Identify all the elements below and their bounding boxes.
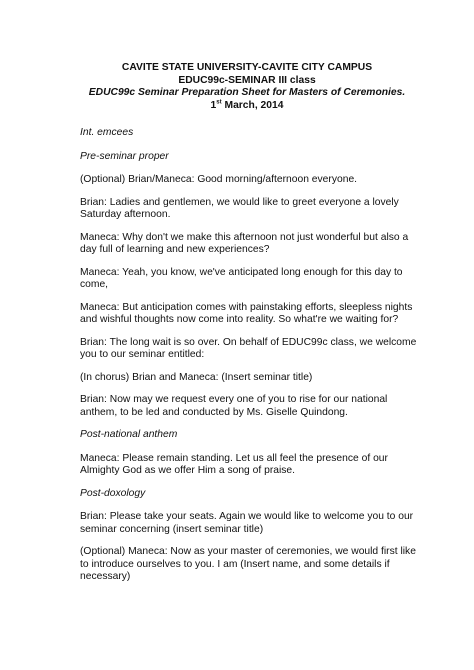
line-maneca-yeah: Maneca: Yeah, you know, we've anticipated long enough for this day to come,	[80, 266, 403, 290]
line-brian-wait: Brian: The long wait is so over. On behalf of EDUC99c class, we welcome you to our seminar entitled:	[80, 336, 417, 360]
line-chorus: (In chorus) Brian and Maneca: (Insert seminar title)	[80, 371, 313, 383]
document-header	[76, 62, 418, 112]
line-brian-greet: Brian: Ladies and gentlemen, we would like to greet everyone a lovely Saturday afternoon.	[80, 196, 399, 220]
line-maneca-anticipation: Maneca: But anticipation comes with painstaking efforts, sleepless nights and wishful thoughts now come into reality. So what're we waiting for?	[80, 301, 413, 325]
date-rest: March, 2014	[221, 99, 284, 111]
document-body	[80, 127, 418, 584]
line-maneca-standing: Maneca: Please remain standing. Let us all feel the presence of our Almighty God as we offer Him a song of praise.	[80, 452, 388, 476]
line-brian-seats: Brian: Please take your seats. Again we would like to welcome you to our seminar concerning (insert seminar title)	[80, 511, 414, 535]
section-post-doxology: Post-doxology	[80, 487, 146, 499]
document-date	[76, 100, 418, 113]
section-pre-seminar: Pre-seminar proper	[80, 150, 169, 162]
line-brian-anthem: Brian: Now may we request every one of you to rise for our national anthem, to be led and conducted by Ms. Giselle Quindong.	[80, 394, 388, 418]
class-name: EDUC99c-SEMINAR III class	[178, 74, 316, 86]
section-post-national: Post-national anthem	[80, 429, 178, 440]
line-maneca-introduce: (Optional) Maneca: Now as your master of ceremonies, we would first like to introduce ourselves to you. I am (Insert name, and some details if necessary)	[80, 546, 416, 582]
section-int-emcees: Int. emcees	[80, 127, 134, 138]
university-name: CAVITE STATE UNIVERSITY-CAVITE CITY CAMPUS	[121, 62, 373, 73]
date-suffix: st	[216, 99, 222, 106]
document-title: EDUC99c Seminar Preparation Sheet for Masters of Ceremonies.	[88, 87, 406, 98]
date-day: 1	[210, 99, 217, 111]
line-maneca-why: Maneca: Why don't we make this afternoon not just wonderful but also a day full of learning and new experiences?	[80, 231, 409, 255]
line-optional-greeting: (Optional) Brian/Maneca: Good morning/afternoon everyone.	[80, 174, 358, 185]
